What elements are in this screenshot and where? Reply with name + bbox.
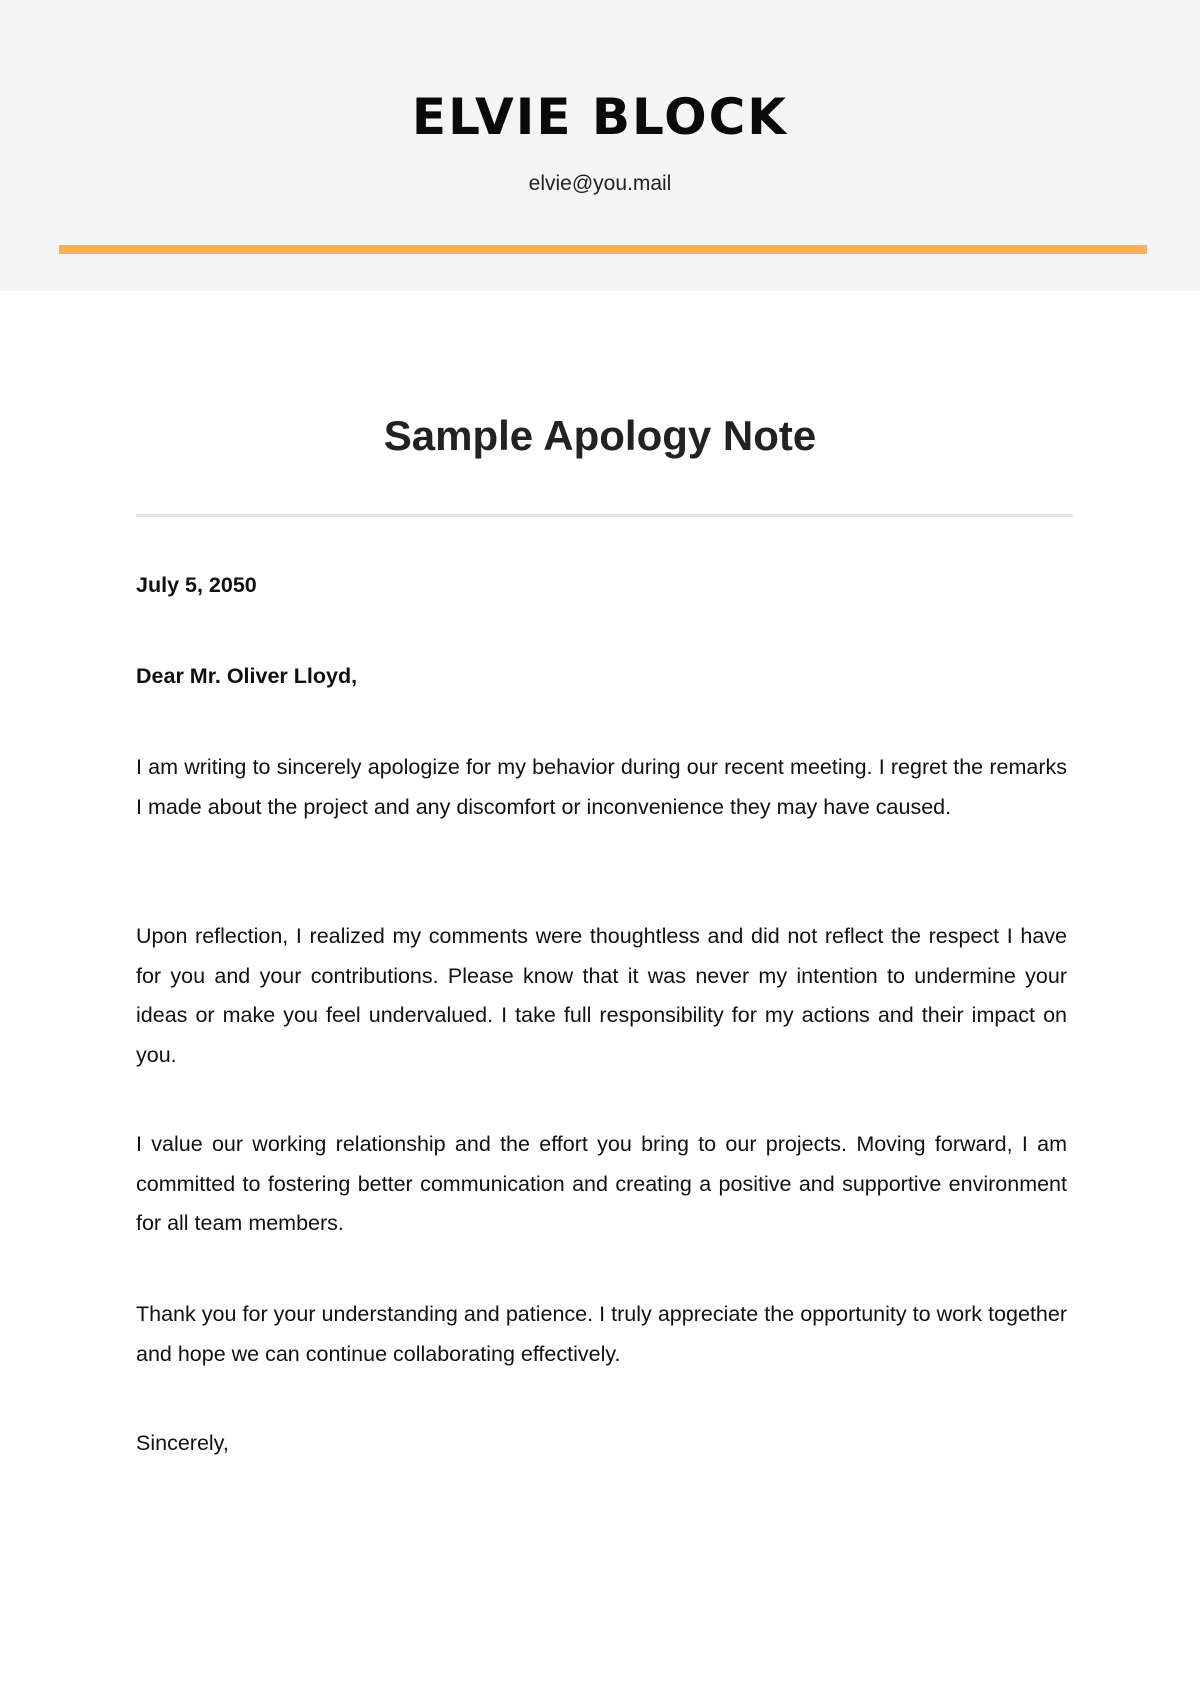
letter-paragraph-1 xyxy=(136,748,1067,827)
document-title: Sample Apology Note xyxy=(383,412,817,459)
salutation: Dear Mr. Oliver Lloyd, xyxy=(136,664,358,688)
letter-paragraph-4 xyxy=(136,1295,1067,1374)
paragraph-text: Thank you for your understanding and patience. I truly appreciate the opportunity to work together and hope we can continue collaborating effectively. xyxy=(136,1302,1067,1366)
sender-email: elvie@you.mail xyxy=(528,172,672,195)
paragraph-text: I am writing to sincerely apologize for my behavior during our recent meeting. I regret the remarks I made about the project and any discomfort or inconvenience they may have caused. xyxy=(136,755,1067,819)
paragraph-text: Upon reflection, I realized my comments were thoughtless and did not reflect the respect I have for you and your contributions. Please know that it was never my intention to undermine your ideas or make you feel undervalued. I take full responsibility for my actions and their impact on you. xyxy=(136,924,1067,1067)
letter-paragraph-2 xyxy=(136,917,1067,1075)
letter-paragraph-3 xyxy=(136,1125,1067,1244)
accent-bar xyxy=(59,245,1147,254)
closing: Sincerely, xyxy=(136,1431,229,1455)
title-divider xyxy=(136,514,1073,517)
paragraph-text: I value our working relationship and the effort you bring to our projects. Moving forward, I am committed to fostering better communication and creating a positive and supportive environment for all team members. xyxy=(136,1132,1067,1235)
letter-date: July 5, 2050 xyxy=(136,573,257,597)
letterhead xyxy=(0,0,1200,291)
sender-name: ELVIE BLOCK xyxy=(411,88,789,146)
